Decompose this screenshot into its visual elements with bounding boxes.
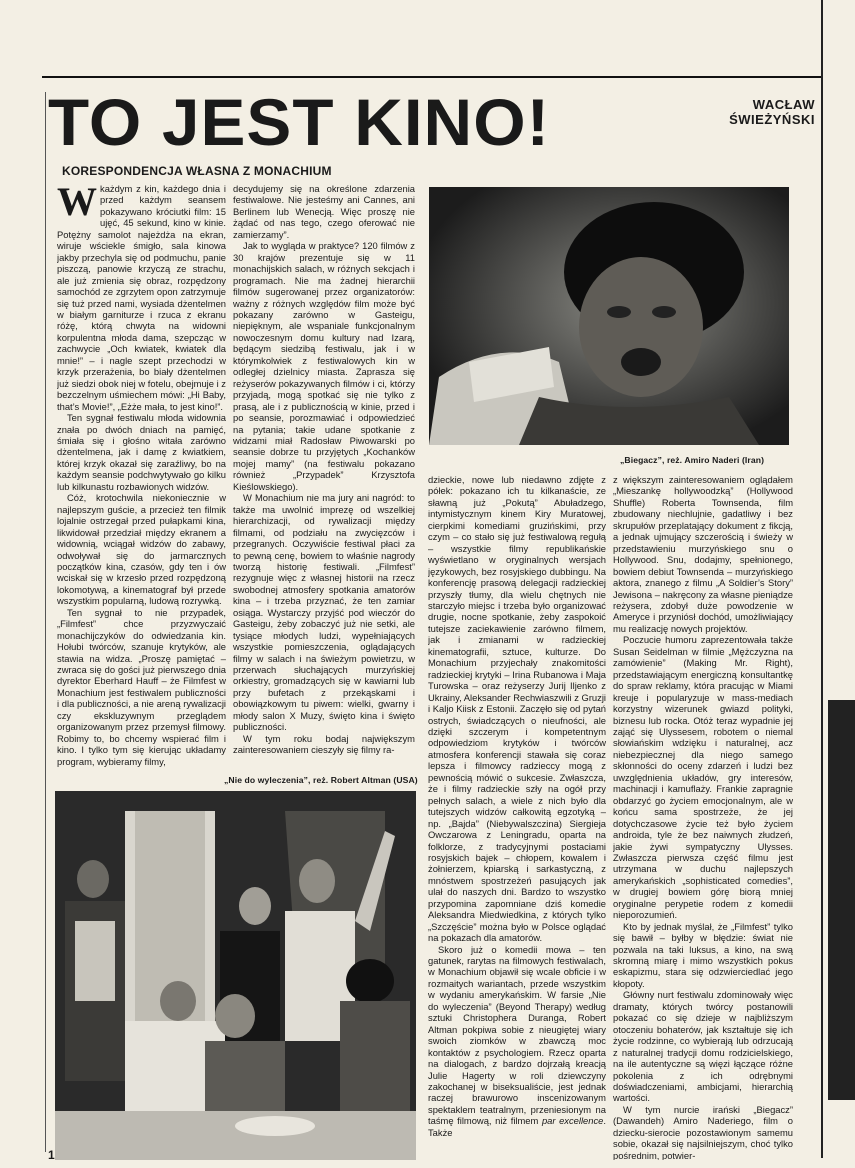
photo-nie-do-wyleczenia [55,791,416,1160]
article-column-3 [428,474,606,1160]
page-number: 1 [48,1148,55,1162]
paragraph: dzieckie, nowe lub niedawno zdjęte z półek: pokazano ich tu kilkanaście, ze sławną już „Pokutą” Abuładzego, intymistycznym kinem Kiry Muratowej, cierpkimi komediami gruzińskimi, przy czym – co stało się już festiwalową regułą – wszystkie filmy republikańskie wyświetlano w oryginalnych wersjach językowych, bez rosyjskiego dubbingu. Na konferencję prasową delegacji radzieckiej przyszły tłumy, dla wielu chętnych nie starczyło miejsc i trzeba było organizować drugie, nocne spotkanie, żeby zaspokoić tutejsze zaciekawienie zarówno filmem, jak i zmianami w radzieckiej kinematografii, sztuce, kulturze. Do Monachium przyjechały znakomitości radzieckiej krytyki – Irina Rubanowa i Maja Turowska – oraz reżyserzy Jurij Iljenko z Ukrainy, Aleksander Rechwiaszwili z Gruzji i Kaljo Kiisk z Estonii. Zaczęło się od pytań ostrych, świadczących o nieufności, ale dzięki szczerym i kompetentnym odpowiedziom krytyków i twórców atmosfera konferencji stawała się coraz lepsza i filmowcy radzieccy mogą z pewnością mówić o sukcesie. Zwłaszcza, że i filmy radzieckie szły na ogół przy pełnych salach, a wiele z nich było dla tutejszych widzów całkowitą egzotyką – np. „Bajda” (Niebywalszczina) Siergieja Owczarowa z Leningradu, oparta na folklorze, z tradycyjnymi postaciami rosyjskich bajek – chłopem, kowalem i żołnierzem, kpiarską i sarkastyczną, z mnóstwem spostrzeżeń pasujących jak ulał do naszych dni. Bardzo to wszystko przypomina zapomniane dziś komedie Aleksandra Miedwiedkina, z których tylko „Szczęście” można było w Polsce oglądać na pokazach dla amatorów. [428,474,606,944]
paragraph: Ten sygnał festiwalu młoda widownia znała po dwóch dniach na pamięć, śmiała się i głośno witała zarówno dżentelmena, jak i damę z kwiatkiem, której krzyk okazał się zaraźliwy, bo na każdym seansie podchwytywało go kilku lub kilkunastu rozbawionych widzów. [57,412,226,492]
adjacent-page-edge [828,700,855,1100]
paragraph [57,183,226,412]
drop-cap: W [57,183,97,224]
left-margin-rule [45,92,46,1152]
paragraph: decydujemy się na określone zdarzenia festiwalowe. Nie jesteśmy ani Cannes, ani Berlinem lub Wenecją. Więc proszę nie żądać od nas tego, czego oferować nie zamierzamy”. [233,183,415,240]
author-last-name: ŚWIEŻYŃSKI [729,112,815,127]
photo-nie-do-wyleczenia-image [55,791,416,1160]
article-column-2 [233,183,415,761]
author-byline [729,97,815,127]
paragraph: Kto by jednak myślał, że „Filmfest” tylko się bawił – byłby w błędzie: świat nie pozwala na taki luksus, a kino, na swą skromną miarę i mimo wszystkich pokus eskapizmu, stara się odzwierciedlać jego kłopoty. [613,920,793,989]
paragraph: W tym nurcie irański „Biegacz” (Dawandeh) Amiro Naderiego, film o dziecku-sierocie pozostawionym samemu sobie, okazał się najsilniejszym, choć tylko pośrednim, potwier- [613,1103,793,1160]
paragraph: Główny nurt festiwalu zdominowały więc dramaty, których twórcy postanowili pokazać co się dzieje w najbliższym otoczeniu bohaterów, jak kształtuje się ich życie rodzinne, co wybierają lub odrzucają z naturalnej tradycji domu rodzicielskiego, na ile autentyczne są więzi łączące różne pokolenia z ich odrębnymi doświadczeniami, ambicjami, hierarchią wartości. [613,989,793,1104]
paragraph-text: . Także [428,1115,606,1138]
paragraph: Jak to wygląda w praktyce? 120 filmów z 30 krajów prezentuje się w 11 monachijskich salach, w różnych sekcjach i programach. Nie ma żadnej hierarchii filmów sugerowanej przez organizatorów: ważny z różnych względów film może być pokazany zarówno w Gasteigu, niepięknym, ale wspaniale funkcjonalnym nowoczesnym domu kultury nad Izarą, będącym siedzibą festiwalu, jak i w którymkolwiek z festiwalowych kin w odległej dzielnicy miasta. Zaprasza się reżyserów pokazywanych filmów i ci, którzy przyjadą, mogą spotkać się nie tylko z prasą, ale i z publicznością w kinie, przed i po seansie, porozmawiać i odpowiedzieć na pytania; takie udane spotkanie z widzami miał Radosław Piwowarski po seansie dobrze tu przyjętych „Kochanków mojej mamy” (na festiwalu pokazano również „Przypadek” Krzysztofa Kieślowskiego). [233,240,415,492]
paragraph: Cóż, krotochwila niekoniecznie w najlepszym guście, a przecież ten filmik lojalnie ostrzegał przed pułapkami kina, likwidował przedział między ekranem a widownią, wciągał widzów do zabawy, odwoływał się do jarmarcznych początków kina, czasów, gdy ten i ów wciskał się w krzesło przed rozpędzoną lokomotywą, a kinematograf był przede wszystkim popularną, ludową rozrywką. [57,492,226,607]
paragraph: Ten sygnał to nie przypadek, „Filmfest” chce przyzwyczaić monachijczyków do odwiedzania kin. Hołubi twórców, szanuje krytyków, ale stawia na widza. „Proszę pamiętać – zwraca się do gości już pierwszego dnia dyrektor Eberhard Hauff – że Filmfest w Monachium jest festiwalem publiczności i dla publiczności, a nie areną rywalizacji czy ekskluzywnym przeglądem organizowanym przez przemysł filmowy. Robimy to, bo chcemy wspierać film i kino. I tylko tym się kierując układamy program, wybieramy filmy, [57,606,226,767]
article-column-1 [57,183,226,783]
right-column-rule [821,0,823,1158]
top-rule [42,76,822,78]
paragraph: W tym roku bodaj największym zainteresowaniem cieszyły się filmy ra- [233,732,415,756]
article-column-4 [613,474,793,1160]
photo-caption-nie-do-wyleczenia: „Nie do wyleczenia”, reż. Robert Altman (USA) [224,775,418,785]
author-first-name: WACŁAW [752,97,815,112]
paragraph: z większym zainteresowaniem oglądałem „Mieszankę hollywoodzką” (Hollywood Shuffle) Roberta Townsenda, film zbudowany niechlujnie, gadatliwy i bez skrupułów przeplatający dokument z fikcją, a jednak ujmujący szczerością i świeży w przedstawieniu murzyńskiego snu o Hollywood. Snu, dodajmy, spełnionego, bowiem debiut Townsenda – murzyńskiego aktora, znanego z filmu „A Soldier’s Story” Jewisona – nakręcony za własne pieniądze reżysera, zdobył duże powodzenie w Ameryce i przyniósł dochód, umożliwiający mu realizację nowych projektów. [613,474,793,634]
kicker: KORESPONDENCJA WŁASNA Z MONACHIUM [62,164,332,178]
paragraph: W Monachium nie ma jury ani nagród: to także ma uwolnić imprezę od wszelkiej hierarchizacji, od rywalizacji między filmami, od podziału na zwycięzców i przegranych. Oczywiście festiwal płaci za to pewną cenę, bowiem to właśnie nagrody tworzą historię festiwali. „Filmfest” rezygnuje więc z własnej historii na rzecz swobodnej atmosfery spotkania amatorów kina – i trzeba przyznać, że ten zamiar osiąga. Wystarczy przyjść pod wieczór do Gasteigu, żeby zobaczyć już nie setki, ale tysiące młodych ludzi, wypełniających wszystkie pomieszczenia, oglądających filmy w salach i na świeżym powietrzu, w przerwach słuchających murzyńskiej orkiestry, gromadzących się w kawiarni lub przy bufetach z przekąskami i obowiązkowym tu piwem: wielki, gwarny i młody salon X Muzy, święto kina i święto publiczności. [233,492,415,733]
paragraph-text: Skoro już o komedii mowa – ten gatunek, rarytas na filmowych festiwalach, w Monachium objawił się wcale obficie i w rozmaitych wariantach, przede wszystkim w wydaniu amerykańskim. W farsie „Nie do wyleczenia” (Beyond Therapy) według sztuki Christophera Duranga, Robert Altman pokpiwa sobie z nieugiętej wiary swoich ziomków w zbawczą moc kontaktów z psychologiem. Rzecz oparta na dialogach, z bardzo dojrzałą kreacją Julie Hagerty w roli dziewczyny zakochanej w biseksualiście, jest jednak raczej brawurowo inscenizowanym spektaklem teatralnym, przeniesionym na taśmę filmową, niż filmem [428,943,606,1127]
paragraph: Poczucie humoru zaprezentowała także Susan Seidelman w filmie „Mężczyzna na zamówienie” (Making Mr. Right), przedstawiającym energiczną konsultantkę do spraw reklamy, która pracując w Miami kreuje i popularyzuje w mass-mediach korzystny wizerunek gwiazd polityki, biznesu lub rocka. Otóż teraz wypadnie jej zająć się Ulyssesem, robotem o niemal słowiańskim wdzięku i naturalnej, acz niebezpiecznej dla niego samego skłonności do oceny zdarzeń i ludzi bez uwzględnienia układów, gry interesów, machinacji i kamuflaży. Frankie zapragnie obdarzyć go życiem emocjonalnym, ale w końcu sama spostrzeże, że jej dotychczasowe życie też było życiem androida, tyle że bez naiwnych złudzeń, jakie żywi sympatyczny Ulysses. Zwłaszcza pierwsza część filmu jest utrzymana w duchu najlepszych amerykańskich „sophisticated comedies”, w drugiej bowiem górę biorą mniej oryginalne perypetie rodem z komedii nieporozumień. [613,634,793,921]
photo-caption-biegacz: „Biegacz”, reż. Amiro Naderi (Iran) [620,455,765,465]
paragraph [428,944,606,1139]
photo-biegacz [429,187,789,445]
italic-text: par excellence [541,1115,604,1127]
paragraph-text: każdym z kin, każdego dnia i przed każdym seansem pokazywano króciutki film: 15 ujęć, 45 sekund, kino w kinie. Potężny samolot najeżdża na ekran, wiruje wściekle śmigło, sala kinowa jakby przechyla się od podmuchu, panie piszczą, panowie krzyczą ze strachu, ale już zmienia się obraz, rozpędzony samochód ze zgrzytem opon zatrzymuje się tuż przed nami, wysiada dżentelmen w białym garniturze i rzuca z ekranu różę, którą chwyta na widowni korpulentna młoda dama, szepcząc w zachwycie „Och kwiatek, kwiatek dla mnie!” – i nagle szept przechodzi w krzyk przerażenia, bo biały dżentelmen już siedzi obok niej w fotelu, obejmuje i z bezczelnym uśmiechem mówi: „Hi Baby, that’s Movie!”, „Eżże mała, to jest kino!”. [57,183,226,412]
photo-biegacz-image [429,187,789,445]
headline: TO JEST KINO! [48,85,551,159]
